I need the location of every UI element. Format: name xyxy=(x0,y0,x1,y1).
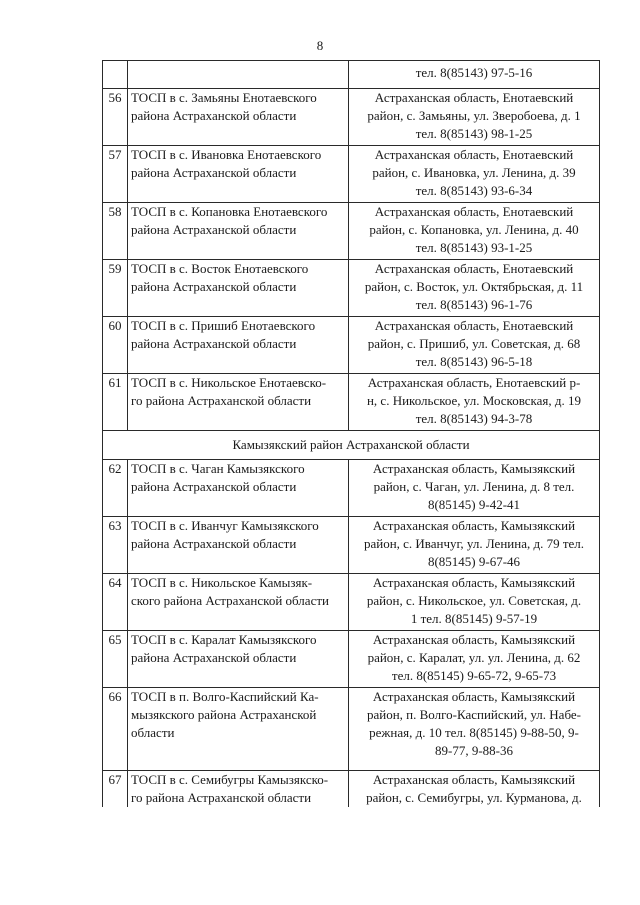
address-line: 89-77, 9-88-36 xyxy=(435,743,513,758)
address-line: район, с. Пришиб, ул. Советская, д. 68 xyxy=(367,336,581,351)
section-header-row xyxy=(103,431,600,460)
address-line: Астраханская область, Енотаевский xyxy=(374,90,574,105)
cell-number: 61 xyxy=(103,374,128,431)
cell-address xyxy=(349,61,600,89)
address-line: район, с. Замьяны, ул. Зверобоева, д. 1 xyxy=(367,108,581,123)
cell-address xyxy=(349,317,600,374)
cell-number: 64 xyxy=(103,574,128,631)
name-line: ТОСП в с. Никольское Енотаевско- xyxy=(131,375,327,390)
table-row xyxy=(103,317,600,374)
name-line: ТОСП в с. Замьяны Енотаевского xyxy=(131,90,317,105)
cell-name xyxy=(128,460,349,517)
cell-number xyxy=(103,61,128,89)
cell-number: 60 xyxy=(103,317,128,374)
cell-number: 57 xyxy=(103,146,128,203)
cell-address xyxy=(349,260,600,317)
address-line: н, с. Никольское, ул. Московская, д. 19 xyxy=(366,393,582,408)
table-row xyxy=(103,260,600,317)
cell-number: 59 xyxy=(103,260,128,317)
address-line: район, с. Никольское, ул. Советская, д. xyxy=(366,593,582,608)
address-line: тел. 8(85143) 98-1-25 xyxy=(415,126,533,141)
cell-address xyxy=(349,374,600,431)
cell-number: 62 xyxy=(103,460,128,517)
cell-name xyxy=(128,688,349,771)
address-line: тел. 8(85143) 93-6-34 xyxy=(415,183,533,198)
name-line: района Астраханской области xyxy=(131,222,297,237)
address-line: Астраханская область, Камызякский xyxy=(372,575,576,590)
cell-number: 67 xyxy=(103,771,128,808)
name-line: ТОСП в с. Копановка Енотаевского xyxy=(131,204,328,219)
name-line: ского района Астраханской области xyxy=(131,593,329,608)
address-line: Астраханская область, Камызякский xyxy=(372,772,576,787)
address-line: район, с. Чаган, ул. Ленина, д. 8 тел. xyxy=(373,479,575,494)
cell-name xyxy=(128,61,349,89)
name-line: области xyxy=(131,725,175,740)
table-row xyxy=(103,574,600,631)
cell-number: 56 xyxy=(103,89,128,146)
cell-name xyxy=(128,771,349,808)
cell-number: 66 xyxy=(103,688,128,771)
name-line: го района Астраханской области xyxy=(131,393,312,408)
name-line: ТОСП в с. Пришиб Енотаевского xyxy=(131,318,316,333)
cell-address xyxy=(349,631,600,688)
table-row-continuation xyxy=(103,61,600,89)
address-line: 8(85145) 9-67-46 xyxy=(427,554,521,569)
address-line: Астраханская область, Камызякский xyxy=(372,461,576,476)
address-line: тел. 8(85143) 96-1-76 xyxy=(415,297,533,312)
cell-name xyxy=(128,374,349,431)
table-row xyxy=(103,517,600,574)
cell-address xyxy=(349,688,600,771)
name-line: ТОСП в с. Чаган Камызякского xyxy=(131,461,305,476)
cell-name xyxy=(128,203,349,260)
cell-address xyxy=(349,460,600,517)
name-line: го района Астраханской области xyxy=(131,790,312,805)
cell-address xyxy=(349,203,600,260)
table-row xyxy=(103,631,600,688)
cell-name xyxy=(128,146,349,203)
address-line: тел. 8(85143) 96-5-18 xyxy=(415,354,533,369)
address-line: тел. 8(85145) 9-65-72, 9-65-73 xyxy=(391,668,557,683)
cell-number: 58 xyxy=(103,203,128,260)
name-line: района Астраханской области xyxy=(131,336,297,351)
cell-name xyxy=(128,89,349,146)
address-line: тел. 8(85143) 93-1-25 xyxy=(415,240,533,255)
name-line: ТОСП в с. Никольское Камызяк- xyxy=(131,575,313,590)
address-line: район, с. Каралат, ул. ул. Ленина, д. 62 xyxy=(367,650,581,665)
cell-address xyxy=(349,89,600,146)
address-line: тел. 8(85143) 94-3-78 xyxy=(415,411,533,426)
table-row xyxy=(103,374,600,431)
table-row xyxy=(103,771,600,808)
name-line: района Астраханской области xyxy=(131,650,297,665)
address-line: тел. 8(85143) 97-5-16 xyxy=(415,65,533,80)
address-line: Астраханская область, Енотаевский xyxy=(374,147,574,162)
address-line: Астраханская область, Енотаевский xyxy=(374,204,574,219)
address-line: район, с. Ивановка, ул. Ленина, д. 39 xyxy=(372,165,576,180)
cell-name xyxy=(128,574,349,631)
cell-name xyxy=(128,517,349,574)
name-line: района Астраханской области xyxy=(131,108,297,123)
name-line: ТОСП в с. Ивановка Енотаевского xyxy=(131,147,322,162)
address-line: 1 тел. 8(85145) 9-57-19 xyxy=(410,611,538,626)
table-row xyxy=(103,460,600,517)
cell-address xyxy=(349,517,600,574)
address-line: район, п. Волго-Каспийский, ул. Набе- xyxy=(367,707,581,722)
name-line: ТОСП в с. Иванчуг Камызякского xyxy=(131,518,319,533)
cell-name xyxy=(128,317,349,374)
cell-name xyxy=(128,631,349,688)
address-line: режная, д. 10 тел. 8(85145) 9-88-50, 9- xyxy=(369,725,579,740)
registry-table xyxy=(102,60,600,807)
name-line: района Астраханской области xyxy=(131,165,297,180)
address-line: Астраханская область, Камызякский xyxy=(372,632,576,647)
table-row xyxy=(103,688,600,771)
address-line: Астраханская область, Енотаевский р- xyxy=(367,375,581,390)
cell-address xyxy=(349,771,600,808)
table-row xyxy=(103,203,600,260)
name-line: района Астраханской области xyxy=(131,536,297,551)
page-number: 8 xyxy=(316,38,324,53)
cell-number: 65 xyxy=(103,631,128,688)
address-line: район, с. Семибугры, ул. Курманова, д. xyxy=(366,790,582,805)
cell-name xyxy=(128,260,349,317)
cell-address xyxy=(349,146,600,203)
name-line: района Астраханской области xyxy=(131,279,297,294)
name-line: ТОСП в с. Семибугры Камызякско- xyxy=(131,772,329,787)
cell-address xyxy=(349,574,600,631)
name-line: ТОСП в с. Каралат Камызякского xyxy=(131,632,317,647)
address-line: район, с. Восток, ул. Октябрьская, д. 11 xyxy=(364,279,584,294)
address-line: район, с. Копановка, ул. Ленина, д. 40 xyxy=(369,222,579,237)
address-line: Астраханская область, Камызякский xyxy=(372,689,576,704)
name-line: мызякского района Астраханской xyxy=(131,707,317,722)
name-line: ТОСП в с. Восток Енотаевского xyxy=(131,261,309,276)
address-line: 8(85145) 9-42-41 xyxy=(427,497,521,512)
name-line: ТОСП в п. Волго-Каспийский Ка- xyxy=(131,689,319,704)
name-line: района Астраханской области xyxy=(131,479,297,494)
table-row xyxy=(103,89,600,146)
address-line: Астраханская область, Енотаевский xyxy=(374,318,574,333)
address-line: район, с. Иванчуг, ул. Ленина, д. 79 тел. xyxy=(363,536,585,551)
section-title: Камызякский район Астраханской области xyxy=(103,431,600,460)
table-row xyxy=(103,146,600,203)
cell-number: 63 xyxy=(103,517,128,574)
address-line: Астраханская область, Камызякский xyxy=(372,518,576,533)
address-line: Астраханская область, Енотаевский xyxy=(374,261,574,276)
